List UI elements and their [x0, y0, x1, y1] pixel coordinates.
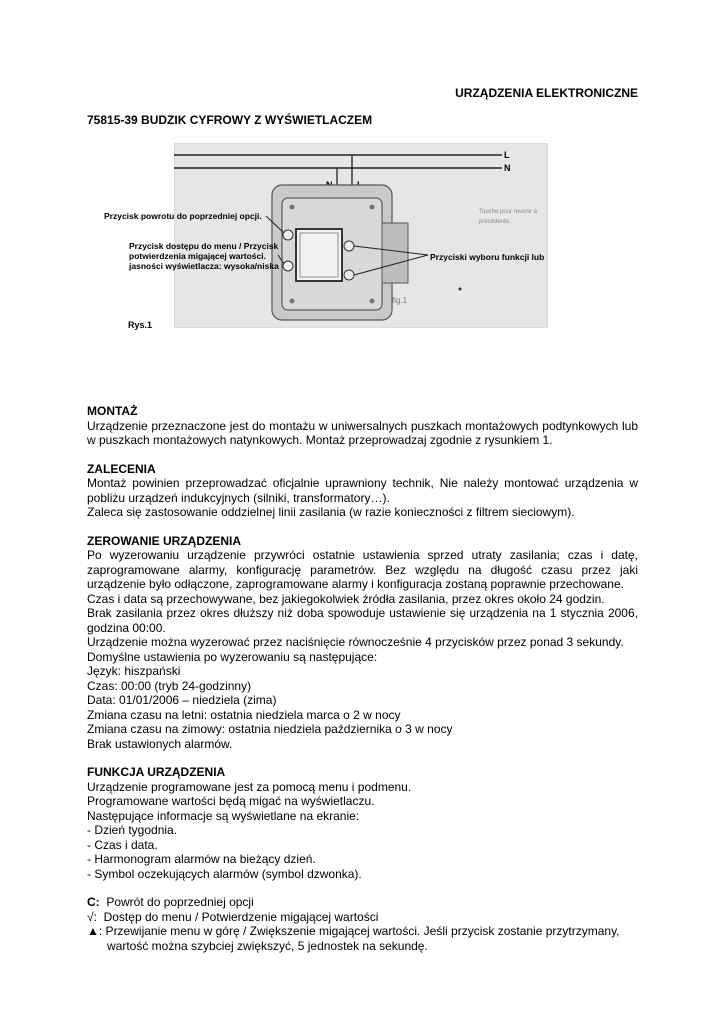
- device-diagram: [174, 143, 548, 328]
- paragraph: Domyślne ustawienia po wyzerowaniu są następujące:: [87, 649, 378, 664]
- screw-icon: [370, 205, 375, 210]
- legend-row-check: [87, 910, 638, 925]
- wire-L-label: L: [504, 150, 510, 160]
- paragraph: Czas: 00:00 (tryb 24-godzinny): [87, 678, 252, 693]
- section-funkcja: [87, 765, 638, 881]
- paragraph: - Symbol oczekujących alarmów (symbol dzwonka).: [87, 866, 362, 881]
- section-heading: ZALECENIA: [87, 461, 156, 476]
- document-body: [87, 404, 638, 953]
- up-description-continued: wartość można szybciej zwiększyć, 5 jednostek na sekundę.: [107, 938, 428, 953]
- section-zalecenia: [87, 462, 638, 520]
- lcd-display: [296, 229, 342, 281]
- figure-label: Rys.1: [128, 320, 153, 330]
- paragraph: Programowane wartości będą migać na wyświetlaczu.: [87, 794, 375, 808]
- button-back-icon: [283, 230, 293, 240]
- paragraph: - Dzień tygodnia.: [87, 823, 178, 837]
- paragraph: Brak ustawionych alarmów.: [87, 736, 233, 751]
- button-up-icon: [344, 241, 354, 251]
- background-text-1: Touche pour revenir à: [479, 209, 538, 215]
- paragraph: Po wyzerowaniu urządzenie przywróci ostatnie ustawienia sprzed utraty zasilania; czas i datę, zaprogramowane alarmy, konfigurację parametrów. Bez względu na długość czasu przez jaki urządzenie było odłączone, zaprogramowane alarmy i konfiguracja zostaną poprawnie przechowane.: [87, 548, 638, 591]
- paragraph: Zaleca się zastosowanie oddzielnej linii zasilania (w razie konieczności z filtrem sieciowym).: [87, 505, 575, 519]
- paragraph: Urządzenie można wyzerować przez naciśnięcie równocześnie 4 przycisków przez ponad 3 sekundy.: [87, 635, 624, 649]
- callout-back: Przycisk powrotu do poprzedniej opcji.: [104, 211, 262, 221]
- section-zerowanie: [87, 534, 638, 752]
- callout-menu: [129, 241, 279, 271]
- section-montaz: [87, 404, 638, 448]
- paragraph: Data: 01/01/2006 – niedziela (zima): [87, 693, 277, 707]
- paragraph: Zmiana czasu na zimowy: ostatnia niedziela października o 3 w nocy: [87, 722, 453, 736]
- paragraph: Język: hiszpański: [87, 664, 181, 678]
- legend-row-c: [87, 895, 638, 910]
- section-heading: FUNKCJA URZĄDZENIA: [87, 765, 226, 779]
- button-menu-icon: [283, 261, 293, 271]
- paragraph: Urządzenie przeznaczone jest do montażu w uniwersalnych puszkach montażowych podtynkowych lub w puszkach montażowych natynkowych. Montaż przeprowadzaj zgodnie z rysunkiem 1.: [87, 418, 638, 447]
- section-heading: MONTAŻ: [87, 404, 138, 418]
- paragraph: - Harmonogram alarmów na bieżący dzień.: [87, 852, 316, 866]
- callout-menu-line-3: jasności wyświetlacza: wysoka/niska: [129, 261, 279, 271]
- up-arrow-icon: ▲: [87, 924, 99, 938]
- c-symbol: C:: [87, 895, 100, 909]
- wire-N-label: N: [504, 163, 511, 173]
- screw-icon: [370, 299, 375, 304]
- paragraph: - Czas i data.: [87, 837, 158, 852]
- paragraph: Zmiana czasu na letni: ostatnia niedziela marca o 2 w nocy: [87, 707, 401, 722]
- callout-menu-line-2: potwierdzenia migającej wartości.: [129, 251, 266, 261]
- paragraph: Czas i data są przechowywane, bez jakiegokolwiek źródła zasilania, przez okres około 24 godzin.: [87, 591, 605, 606]
- button-down-icon: [344, 270, 354, 280]
- callout-select: Przyciski wyboru funkcji lub: [430, 252, 545, 262]
- installation-figure: [174, 143, 548, 328]
- up-description: : Przewijanie menu w górę / Zwiększenie migającej wartości. Jeśli przycisk zostanie przytrzymany,: [98, 924, 620, 938]
- c-description: Powrót do poprzedniej opcji: [99, 895, 254, 909]
- document-header-title: URZĄDZENIA ELEKTRONICZNE: [455, 86, 638, 100]
- product-title: 75815-39 BUDZIK CYFROWY Z WYŚWIETLACZEM: [87, 113, 373, 127]
- paragraph: Brak zasilania przez okres dłuższy niż doba spowoduje ustawienie się urządzenia na 1 stycznia 2006, godzina 00:00.: [87, 606, 638, 635]
- check-icon: √: [87, 909, 94, 924]
- screw-icon: [290, 205, 295, 210]
- callout-menu-line-1: Przycisk dostępu do menu / Przycisk: [129, 241, 279, 251]
- legend-row-up: [87, 924, 638, 939]
- screw-icon: [290, 299, 295, 304]
- paragraph: Montaż powinien przeprowadzać oficjalnie uprawniony technik, Nie należy montować urządzenia w pobliżu urządzeń indukcyjnych (silniki, transformatory…).: [87, 476, 638, 505]
- background-text-2: précédente.: [479, 219, 511, 225]
- section-heading: ZEROWANIE URZĄDZENIA: [87, 533, 241, 548]
- paragraph: Następujące informacje są wyświetlane na ekranie:: [87, 808, 360, 823]
- paragraph: Urządzenie programowane jest za pomocą menu i podmenu.: [87, 779, 412, 794]
- check-description: : Dostęp do menu / Potwierdzenie migającej wartości: [93, 909, 379, 924]
- background-text-3: fig.1: [392, 296, 408, 305]
- side-connector: [382, 223, 408, 283]
- dot-mark: [459, 288, 462, 291]
- button-legend: [87, 895, 638, 953]
